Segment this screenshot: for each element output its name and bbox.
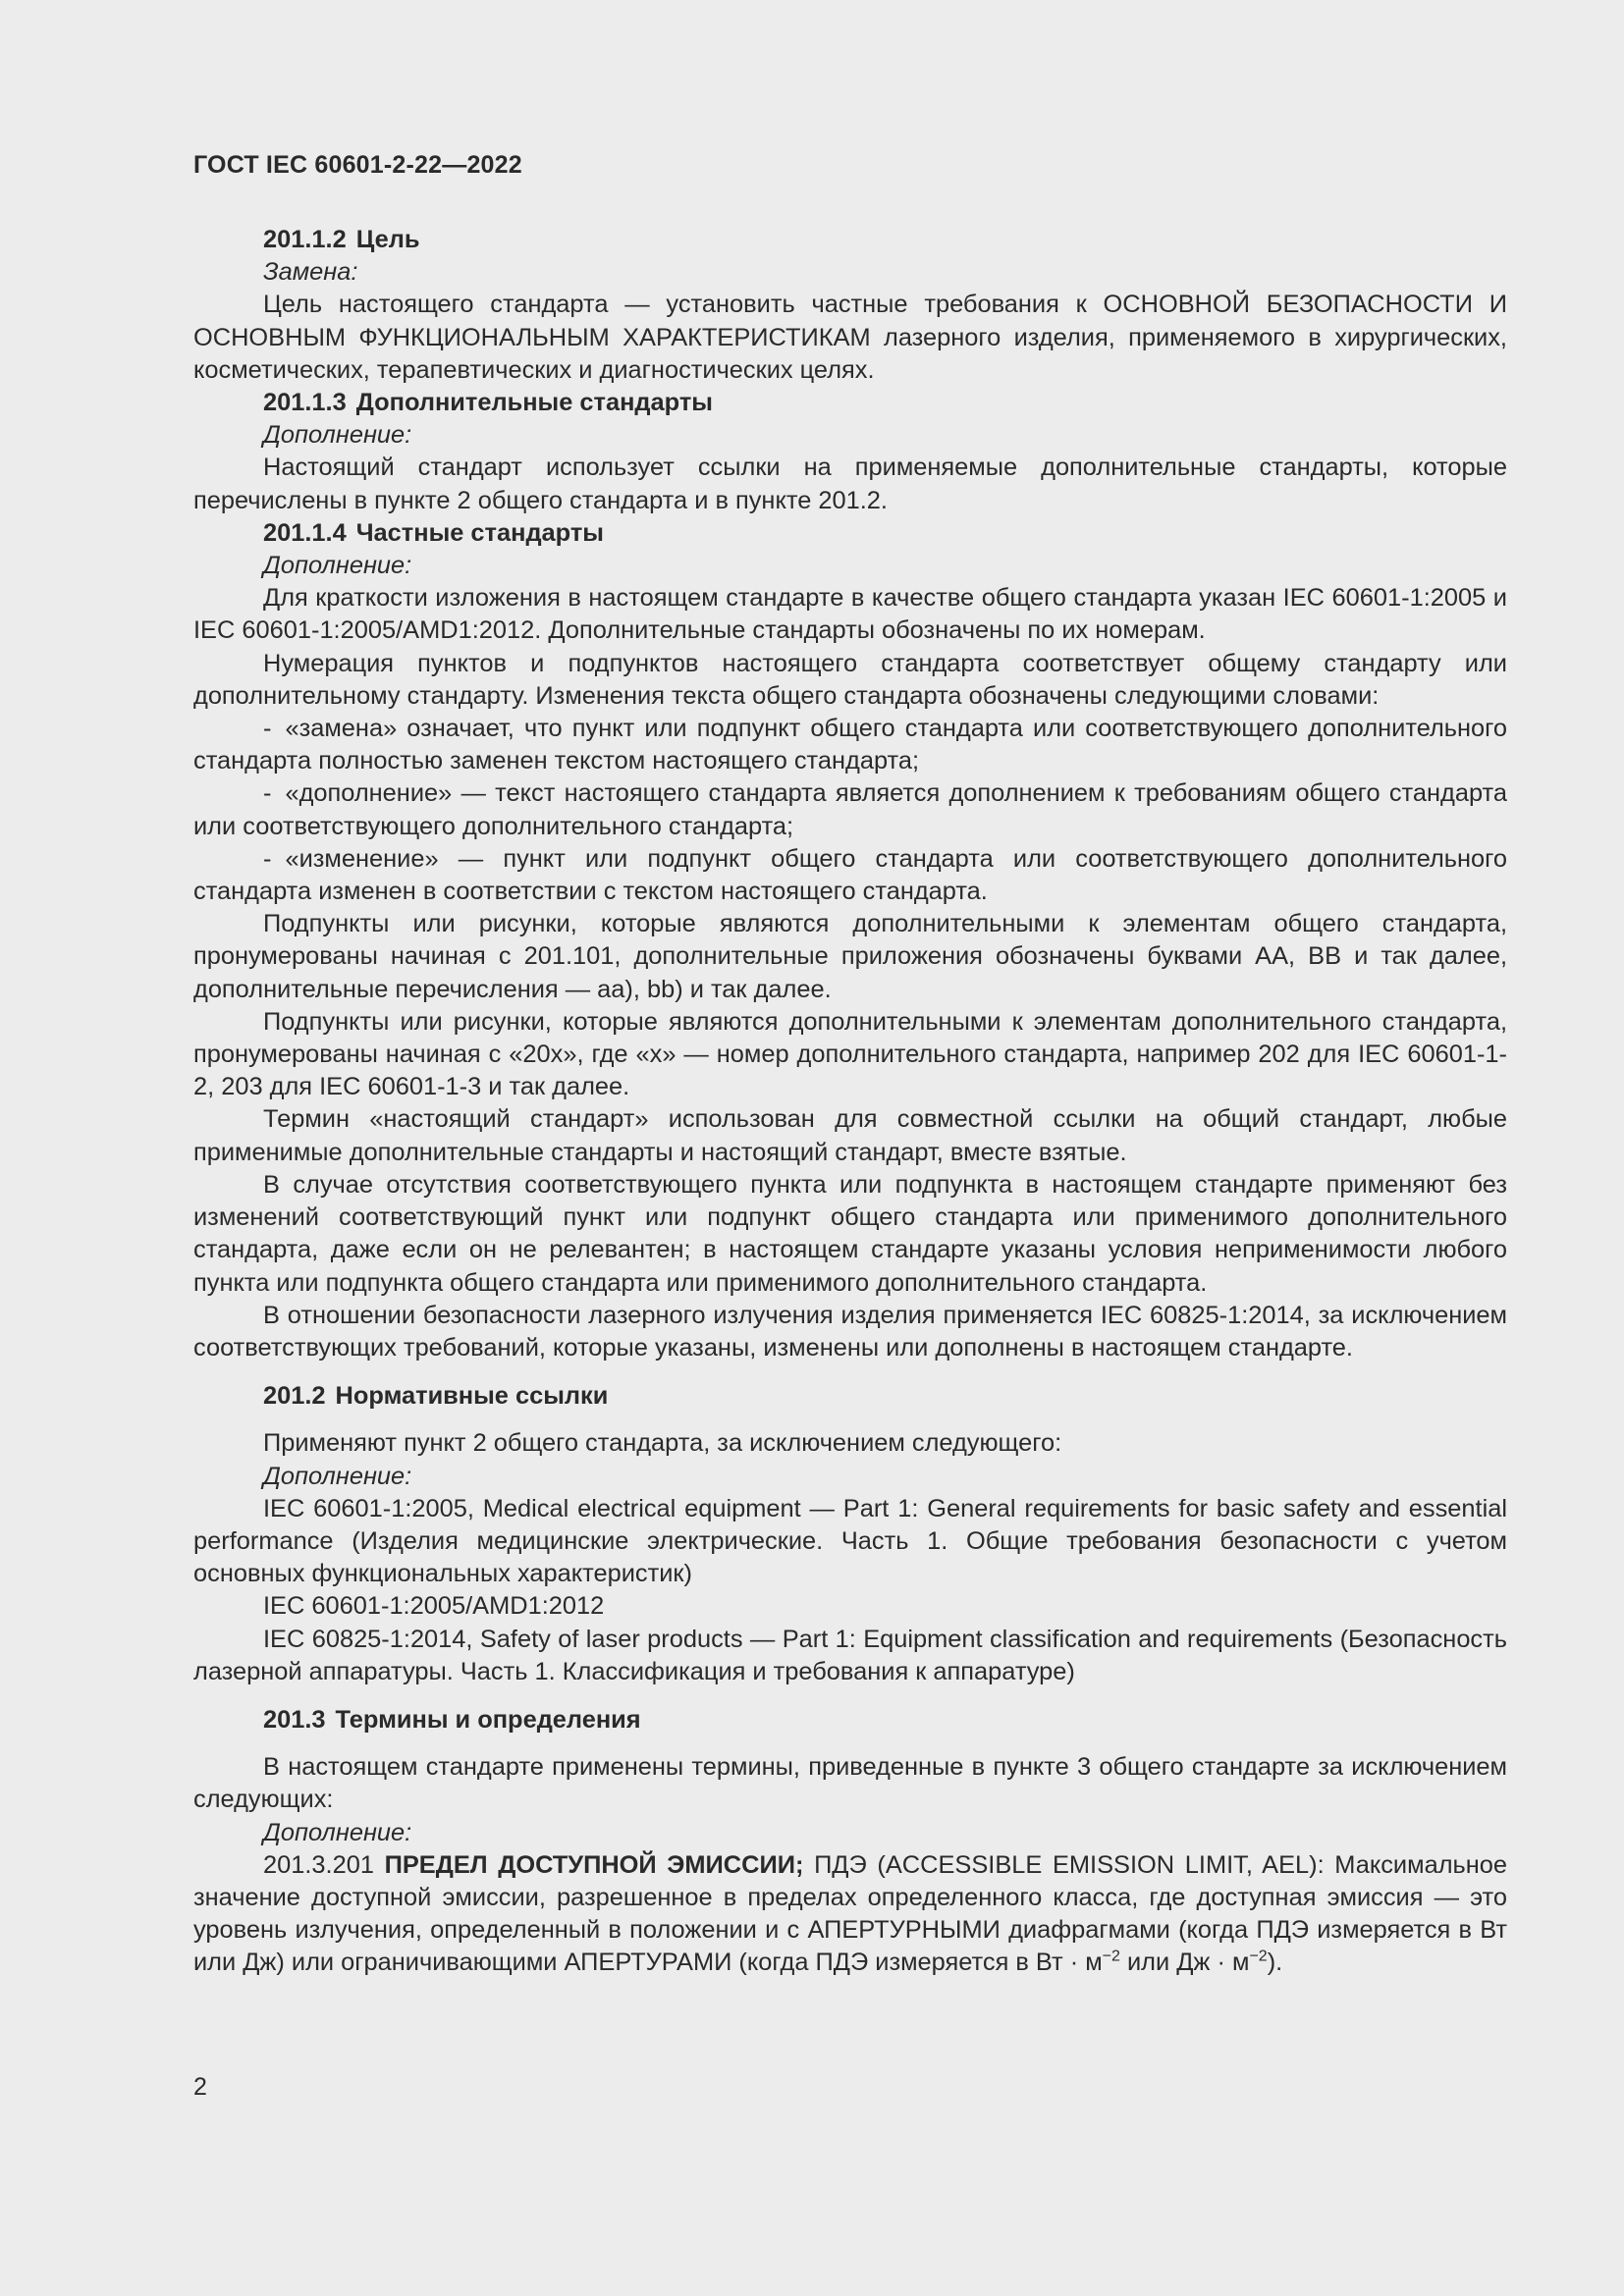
- term-name: ПРЕДЕЛ ДОСТУПНОЙ ЭМИССИИ;: [384, 1850, 804, 1879]
- term-definition: [193, 1849, 1507, 1980]
- paragraph: Настоящий стандарт использует ссылки на применяемые дополнительные стандарты, которые перечислены в пункте 2 общего стандарта и в пункте 201.2.: [193, 454, 1507, 514]
- unit-exponent: −2: [1249, 1948, 1268, 1965]
- section-heading-201-2: [193, 1380, 1507, 1413]
- term-number: 201.3.201: [263, 1850, 374, 1879]
- term-text: ПДЭ (ACCESSIBLE EMISSION LIMIT, AEL): Максимальное значение доступной эмиссии, разрешенное в пределах определенного класса, где доступная эмиссия — это уровень излучения, определенный в положении и с АПЕРТУРНЫМИ диафрагмами (когда ПДЭ измеряется в Вт или Дж) или ограничивающими АПЕРТУРАМИ (когда ПДЭ измеряется в: [193, 1850, 1507, 1977]
- amendment-note: Дополнение:: [263, 1462, 412, 1490]
- unit-or: или: [1126, 1949, 1170, 1977]
- paragraph: Подпункты или рисунки, которые являются дополнительными к элементам общего стандарта, пронумерованы начиная с 201.101, дополнительные приложения обозначены буквами АА, ВВ и так далее, дополнительные перечисления — аа), bb) и так далее.: [193, 910, 1507, 1003]
- reference-item: IEC 60601-1:2005/AMD1:2012: [263, 1592, 605, 1621]
- section-number: 201.1.3: [263, 389, 347, 417]
- paragraph: Применяют пункт 2 общего стандарта, за исключением следующего:: [263, 1429, 1062, 1458]
- paragraph: Для краткости изложения в настоящем стандарте в качестве общего стандарта указан IEC 60601-1:2005 и IEC 60601-1:2005/AMD1:2012. Дополнительные стандарты обозначены по их номерам.: [193, 584, 1507, 645]
- bullet-mark: -: [263, 779, 272, 808]
- list-item: [193, 843, 1507, 908]
- list-item: [193, 713, 1507, 777]
- running-header: ГОСТ IEC 60601-2-22—2022: [193, 151, 522, 179]
- unit-joule: Дж · м: [1176, 1949, 1250, 1977]
- list-item-text: «дополнение» — текст настоящего стандарта является дополнением к требованиям общего стандарта или соответствующего дополнительного стандарта;: [193, 779, 1507, 840]
- section-heading-201-1-3: [193, 387, 1507, 419]
- paragraph: Подпункты или рисунки, которые являются дополнительными к элементам дополнительного стандарта, пронумерованы начиная с «20х», где «х» — номер дополнительного стандарта, например 202 для IEC 60601-1-2, 203 для IEC 60601-1-3 и так далее.: [193, 1007, 1507, 1101]
- reference-item: IEC 60825-1:2014, Safety of laser products — Part 1: Equipment classification and requirements (Безопасность лазерной аппаратуры. Часть 1. Классификация и требования к аппаратуре): [193, 1625, 1507, 1685]
- paragraph: Нумерация пунктов и подпунктов настоящего стандарта соответствует общему стандарту или дополнительному стандарту. Изменения текста общего стандарта обозначены следующими словами:: [193, 649, 1507, 710]
- list-item: [193, 777, 1507, 842]
- section-number: 201.1.4: [263, 518, 347, 547]
- section-number: 201.1.2: [263, 226, 347, 253]
- list-item-text: «замена» означает, что пункт или подпункт общего стандарта или соответствующего дополнительного стандарта полностью заменен текстом настоящего стандарта;: [193, 715, 1507, 775]
- paragraph: В настоящем стандарте применены термины, приведенные в пункте 3 общего стандарте за исключением следующих:: [193, 1753, 1507, 1814]
- term-end: ).: [1267, 1949, 1283, 1977]
- unit-exponent: −2: [1102, 1948, 1120, 1965]
- section-heading-201-1-4: [193, 517, 1507, 550]
- section-title: Нормативные ссылки: [335, 1382, 609, 1411]
- amendment-note: Дополнение:: [263, 552, 412, 580]
- section-heading-201-1-2: [193, 224, 1507, 256]
- list-item-text: «изменение» — пункт или подпункт общего стандарта или соответствующего дополнительного стандарта изменен в соответствии с текстом настоящего стандарта.: [193, 844, 1507, 906]
- section-title: Термины и определения: [335, 1705, 641, 1734]
- paragraph: Цель настоящего стандарта — установить частные требования к ОСНОВНОЙ БЕЗОПАСНОСТИ И ОСНОВНЫМ ФУНКЦИОНАЛЬНЫМ ХАРАКТЕРИСТИКАМ лазерного изделия, применяемого в хирургических, косметических, терапевтических и диагностических целях.: [193, 291, 1507, 384]
- bullet-mark: -: [263, 715, 272, 743]
- amendment-note: Дополнение:: [263, 1818, 412, 1846]
- section-title: Дополнительные стандарты: [355, 389, 713, 417]
- paragraph: Термин «настоящий стандарт» использован для совместной ссылки на общий стандарт, любые применимые дополнительные стандарты и настоящий стандарт, вместе взятые.: [193, 1105, 1507, 1166]
- section-number: 201.3: [263, 1705, 326, 1734]
- section-title: Частные стандарты: [355, 518, 604, 547]
- amendment-note: Замена:: [263, 258, 358, 287]
- section-heading-201-3: [193, 1704, 1507, 1736]
- page-number: 2: [193, 2073, 207, 2101]
- paragraph: В случае отсутствия соответствующего пункта или подпункта в настоящем стандарте применяют без изменений соответствующий пункт или подпункт общего стандарта или применимого дополнительного стандарта, даже если он не релевантен; в настоящем стандарте указаны условия неприменимости любого пункта или подпункта общего стандарта или применимого дополнительного стандарта.: [193, 1170, 1507, 1297]
- bullet-mark: -: [263, 844, 272, 873]
- reference-item: IEC 60601-1:2005, Medical electrical equipment — Part 1: General requirements for basic safety and essential performance (Изделия медицинские электрические. Часть 1. Общие требования безопасности с учетом основных функциональных характеристик): [193, 1494, 1507, 1588]
- amendment-note: Дополнение:: [263, 421, 412, 450]
- document-body: [193, 224, 1507, 1980]
- paragraph: В отношении безопасности лазерного излучения изделия применяется IEC 60825-1:2014, за исключением соответствующих требований, которые указаны, изменены или дополнены в настоящем стандарте.: [193, 1301, 1507, 1362]
- unit-watt: Вт · м: [1035, 1949, 1103, 1977]
- section-number: 201.2: [263, 1382, 326, 1411]
- section-title: Цель: [355, 226, 420, 253]
